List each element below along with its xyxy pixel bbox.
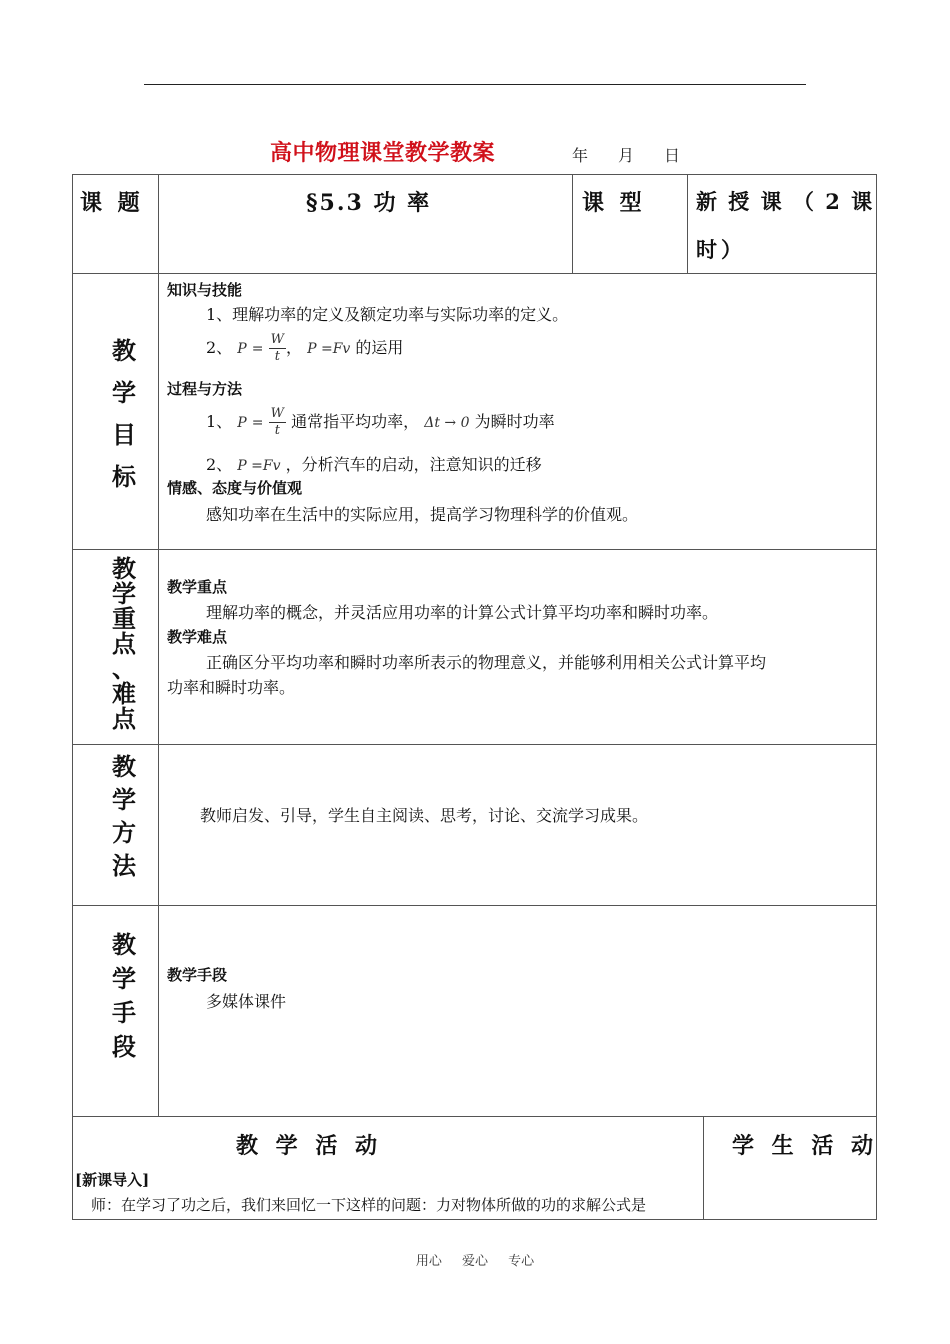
- process-title: 过程与方法: [167, 380, 243, 398]
- focus-text: 理解功率的概念，并灵活应用功率的计算公式计算平均功率和瞬时功率。: [206, 603, 719, 622]
- methods-label: [94, 750, 154, 882]
- formula-power: P =Fv: [307, 341, 351, 357]
- item-suffix: ，分析汽车的启动，注意知识的迁移: [285, 455, 542, 474]
- table-row-divider: [72, 1116, 877, 1117]
- means-label: [94, 928, 154, 1064]
- means-text: 多媒体课件: [206, 992, 287, 1011]
- formula-fraction: [269, 332, 286, 365]
- label-char: 教: [112, 752, 136, 781]
- label-char: 段: [112, 1032, 136, 1061]
- table-col-divider: [572, 174, 573, 273]
- label-char: 学: [112, 785, 136, 814]
- label-char: 教: [112, 930, 136, 959]
- item-suffix: 的运用: [355, 338, 404, 357]
- formula-limit: Δt → 0: [424, 415, 470, 431]
- process-item-1: [206, 406, 555, 439]
- lesson-type-line2: 时）: [696, 237, 746, 262]
- teacher-activity-header: 教 学 活 动: [236, 1133, 382, 1159]
- header-rule: [144, 84, 806, 85]
- table-col-divider: [703, 1116, 704, 1219]
- label-char: 法: [112, 851, 136, 880]
- table-border-bottom: [72, 1219, 877, 1220]
- item-prefix: 2、: [206, 338, 233, 357]
- formula-symbol: P: [237, 415, 247, 431]
- item-prefix: 1、: [206, 412, 233, 431]
- label-char: 难: [112, 679, 136, 708]
- table-row-divider: [72, 273, 877, 274]
- knowledge-item-1: 1、理解功率的定义及额定功率与实际功率的定义。: [206, 305, 569, 324]
- date-line: [572, 143, 710, 166]
- label-char: 目: [112, 420, 136, 449]
- label-topic: 课 题: [80, 190, 144, 216]
- label-char: 教: [112, 554, 136, 583]
- intro-title: [新课导入]: [75, 1171, 150, 1189]
- fraction-numerator: W: [270, 406, 284, 421]
- methods-text: 教师启发、引导，学生自主阅读、思考，讨论、交流学习成果。: [200, 806, 649, 825]
- label-type: 课 型: [582, 190, 646, 216]
- student-activity-header: 学 生 活 动: [732, 1133, 878, 1159]
- difficulty-text-line1: 正确区分平均功率和瞬时功率所表示的物理意义，并能够利用相关公式计算平均: [206, 653, 767, 672]
- emotion-title: 情感、态度与价值观: [167, 479, 303, 497]
- knowledge-title: 知识与技能: [167, 281, 243, 299]
- difficulty-text-line2: 功率和瞬时功率。: [167, 678, 296, 697]
- label-char: 点: [112, 704, 136, 733]
- formula-symbol: =: [251, 415, 264, 431]
- table-col-divider: [158, 174, 159, 1116]
- label-char: 学: [112, 378, 136, 407]
- footer-item: 用心: [415, 1254, 442, 1269]
- label-char: 重: [112, 604, 136, 633]
- fraction-numerator: W: [270, 332, 284, 347]
- label-char: 教: [112, 336, 136, 365]
- keypoints-label: [94, 556, 154, 731]
- label-char: 学: [112, 579, 136, 608]
- objectives-label: [94, 330, 154, 498]
- item-text: 通常指平均功率，: [291, 412, 420, 431]
- lesson-topic: §5.3 功 率: [306, 190, 432, 216]
- fraction-denominator: t: [274, 349, 280, 364]
- table-border-top: [72, 174, 877, 175]
- formula-fraction: [269, 406, 286, 439]
- process-item-2: [206, 452, 542, 475]
- label-char: 标: [112, 462, 136, 491]
- focus-title: 教学重点: [167, 578, 228, 596]
- date-year: 年: [572, 146, 589, 165]
- formula-power: P =Fv: [237, 458, 281, 474]
- item-prefix: 2、: [206, 455, 233, 474]
- table-col-divider: [687, 174, 688, 273]
- footer-item: 专心: [508, 1254, 535, 1269]
- difficulty-title: 教学难点: [167, 628, 228, 646]
- label-char: 方: [112, 818, 136, 847]
- means-title: 教学手段: [167, 966, 228, 984]
- table-row-divider: [72, 549, 877, 550]
- label-char: 、: [112, 654, 136, 683]
- formula-symbol: P: [237, 341, 247, 357]
- table-border-right: [876, 174, 877, 1219]
- table-row-divider: [72, 905, 877, 906]
- knowledge-item-2: 2、 P = $\frac{W}{t}$ ， P =Fv 的运用: [206, 332, 404, 364]
- label-char: 点: [112, 629, 136, 658]
- date-day: 日: [664, 146, 681, 165]
- item-suffix: 为瞬时功率: [474, 412, 555, 431]
- label-char: 手: [112, 998, 136, 1027]
- table-row-divider: [72, 744, 877, 745]
- formula-symbol: =: [251, 341, 264, 357]
- label-char: 学: [112, 964, 136, 993]
- fraction-denominator: t: [274, 423, 280, 438]
- date-month: 月: [618, 146, 635, 165]
- page-title: 高中物理课堂教学教案: [270, 140, 496, 166]
- intro-text: 师：在学习了功之后，我们来回忆一下这样的问题：力对物体所做的功的求解公式是: [91, 1196, 647, 1214]
- footer-item: 爱心: [461, 1254, 488, 1269]
- lesson-type-line1: 新 授 课 （ 2 课: [696, 189, 875, 214]
- emotion-item: 感知功率在生活中的实际应用，提高学习物理科学的价值观。: [206, 505, 639, 524]
- page-footer: [0, 1250, 950, 1269]
- table-border-left: [72, 174, 73, 1219]
